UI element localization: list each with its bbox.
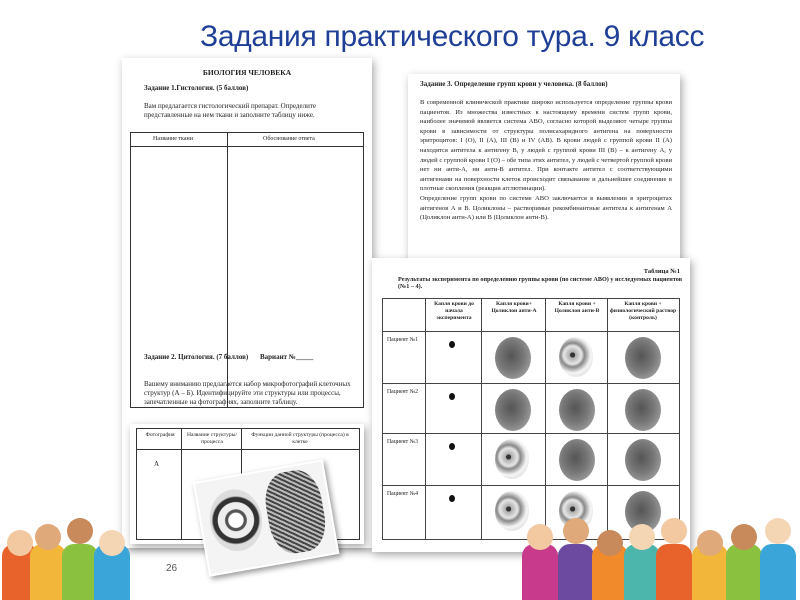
table-header-line <box>137 449 359 450</box>
person-head <box>765 518 791 544</box>
blood-drop <box>495 389 531 431</box>
table-divider <box>227 133 228 407</box>
person-head <box>35 524 61 550</box>
column-header-initial: Капля крови до начала эксперимента <box>434 301 474 321</box>
decorative-people-band <box>0 516 800 600</box>
task2-title: Задание 2. Цитология. (7 баллов) <box>144 353 249 361</box>
column-header-structure: Название структуры/процесса <box>186 432 238 445</box>
blood-drop <box>559 389 595 431</box>
table-number: Таблица №1 <box>643 268 680 275</box>
column-header-function: Функции данной структуры (процесса) в клетке <box>251 432 349 445</box>
person-head <box>597 530 623 556</box>
results-table <box>382 298 680 540</box>
worksheet-heading: БИОЛОГИЯ ЧЕЛОВЕКА <box>202 68 292 77</box>
worksheet-blood-groups <box>408 74 680 270</box>
agglutination-drop <box>559 337 593 377</box>
person-body <box>726 544 762 600</box>
person-head <box>731 524 757 550</box>
table-row-line <box>383 485 679 486</box>
task3-paragraph-2: Определение групп крови по системе АВО заключается в выявлении в эритроцитах антигенов А и В. Цоликлоны – растворимые рекомбинантные антитела к антигенам А (Цоликлон анти-А) или В (Цоликлон анти-В). <box>420 194 672 222</box>
person-body <box>558 544 594 600</box>
person-head <box>697 530 723 556</box>
blood-drop <box>559 439 595 481</box>
table-row-line <box>383 383 679 384</box>
person-head <box>629 524 655 550</box>
task3-title: Задание 3. Определение групп крови у человека. (8 баллов) <box>420 80 608 88</box>
blood-drop <box>625 337 661 379</box>
blood-drop <box>449 393 455 400</box>
person-body <box>656 544 692 600</box>
blood-drop <box>495 337 531 379</box>
blood-drop <box>449 495 455 502</box>
person-silhouette <box>520 524 560 600</box>
blood-test-results-card <box>372 258 690 552</box>
blood-drop <box>449 443 455 450</box>
person-head <box>661 518 687 544</box>
patient-2-label: Пациент №2 <box>387 389 419 395</box>
agglutination-drop <box>495 439 529 479</box>
patient-1-label: Пациент №1 <box>387 337 419 343</box>
page-number: 26 <box>166 563 178 574</box>
column-header-anti-b: Капля крови + Цоликлон анти-В <box>554 301 600 314</box>
table-title: Результаты эксперимента по определению группы крови (по системе АВО) у исследуемых пациентов (№1 – 4). <box>398 276 683 290</box>
column-header-control: Капля крови + физиологический раствор (контроль) <box>609 301 677 321</box>
patient-4-label: Пациент №4 <box>387 491 419 497</box>
person-silhouette <box>654 518 694 600</box>
person-head <box>563 518 589 544</box>
column-header-anti-a: Капля крови+ Цоликлон анти-А <box>491 301 537 314</box>
task1-text: Вам предлагается гистологический препарат. Определите представленные на нем ткани и заполните таблицу ниже. <box>144 102 316 119</box>
slide-title: Задания практического тура. 9 класс <box>200 20 705 53</box>
person-silhouette <box>92 530 132 600</box>
variant-label: Вариант №_____ <box>260 353 314 361</box>
blood-drop <box>625 439 661 481</box>
person-body <box>522 544 558 600</box>
person-body <box>760 544 796 600</box>
table-divider <box>545 299 546 539</box>
task2-text: Вашему вниманию предлагается набор микрофотографий клеточных структур (А – Б). Идентифицируйте эти структуры или процессы, запечатленные на фотографиях, заполните таблицу. <box>144 380 351 406</box>
table-header-line <box>131 146 363 147</box>
row-label-a: А <box>154 460 160 468</box>
table-row-line <box>383 433 679 434</box>
person-head <box>527 524 553 550</box>
column-header-photo: Фотография <box>145 432 175 438</box>
table-divider <box>607 299 608 539</box>
task3-text <box>420 98 672 223</box>
task3-paragraph-1: В современной клинической практике широко используется определение группы крови пациентов. Из множества известных к настоящему времени систем групп крови, наиболее значимой является система АВО, согласно которой выделяют четыре группы крови в зависимости от структуры полисахаридного антигена на поверхности эритроцитов: I (О), II (А), III (В) и IV (АВ). В крови людей с группой крови II (А) находятся антитела к антигену В, у людей с группой крови III (В) – к антигену А, у людей с группой крови I (О) – обе типа этих антител, у людей с четвертой группой крови нет ни анти-А, ни анти-В антител. При контакте антител с соответствующими антигенами на поверхности клеток происходит связывание и дальнейшее соединение в плотные скопления (реакция агглютинации). <box>420 99 672 193</box>
task1-title: Задание 1.Гистология. (5 баллов) <box>144 84 249 92</box>
table-divider <box>425 299 426 539</box>
histology-table <box>130 132 364 408</box>
blood-drop <box>449 341 455 348</box>
column-header-reason: Обоснование ответа <box>263 136 315 142</box>
person-head <box>99 530 125 556</box>
person-head <box>67 518 93 544</box>
person-silhouette <box>758 518 798 600</box>
column-header-tissue: Название ткани <box>153 136 193 142</box>
table-divider <box>481 299 482 539</box>
patient-3-label: Пациент №3 <box>387 439 419 445</box>
blood-drop <box>625 389 661 431</box>
